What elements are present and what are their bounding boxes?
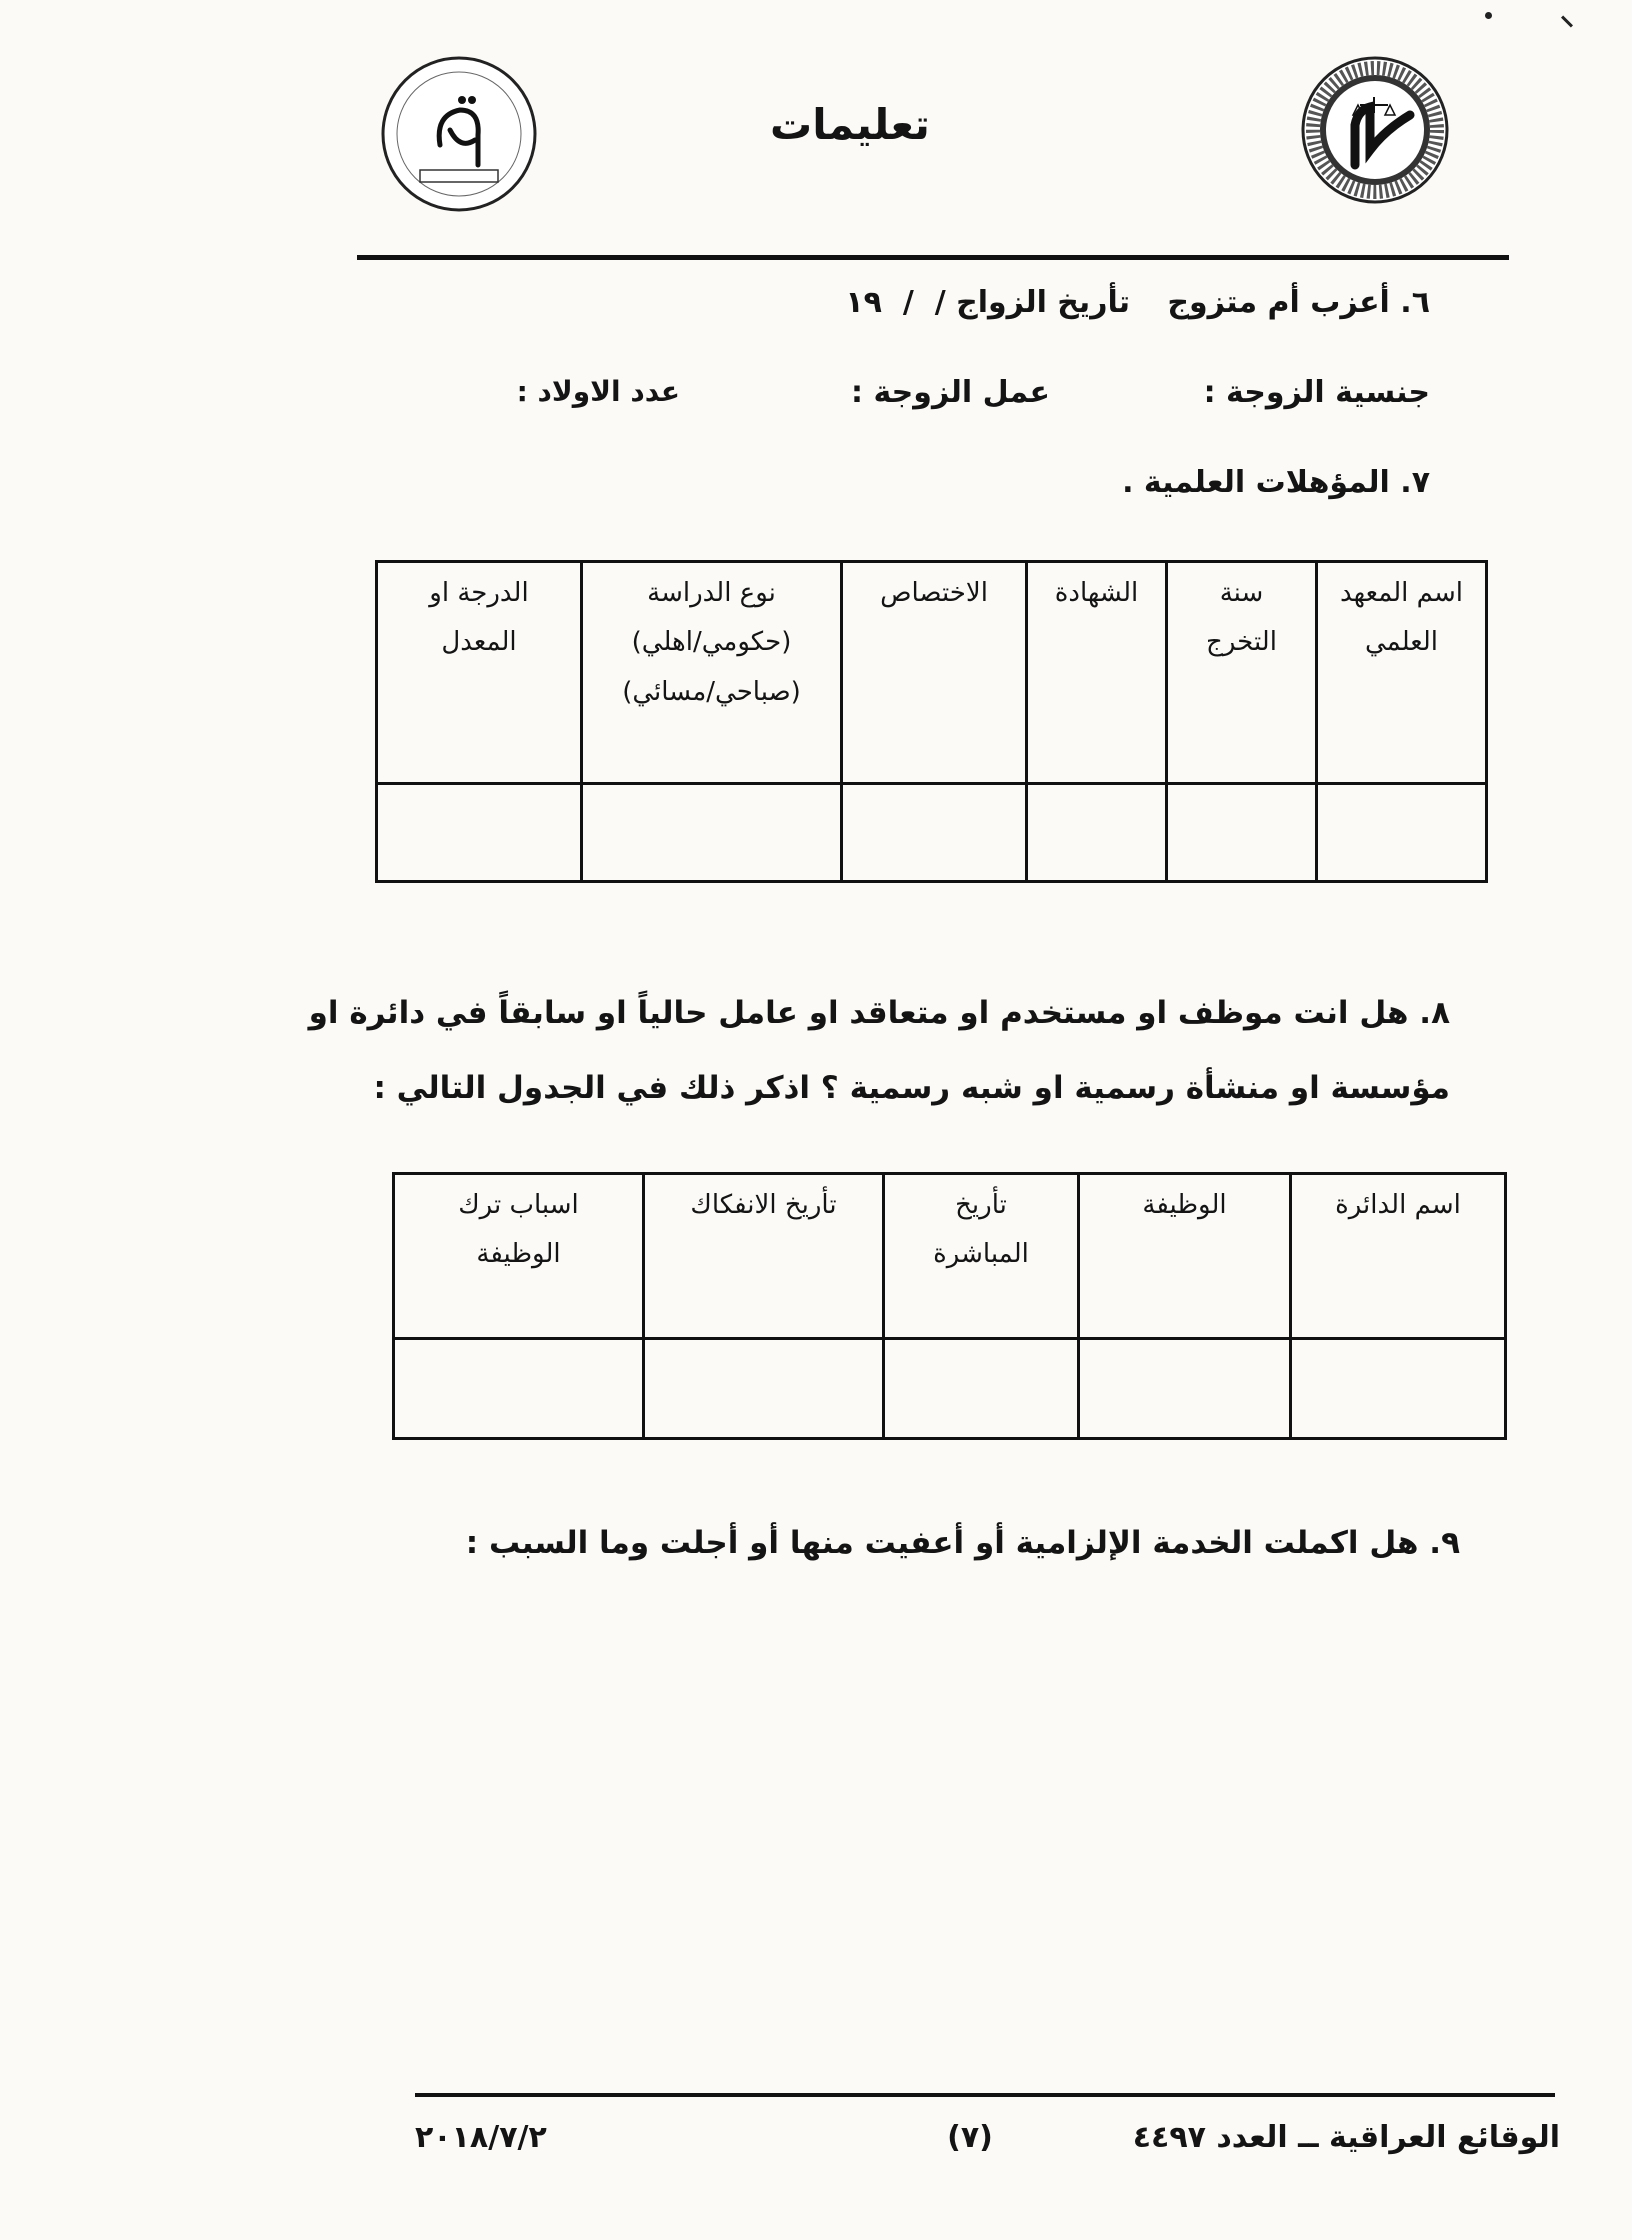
employment-question-line1: ٨. هل انت موظف او مستخدم او متعاقد او عامل حالياً او سابقاً في دائرة او <box>308 995 1450 1031</box>
publication-issue: الوقائع العراقية ــ العدد ٤٤٩٧ <box>1132 2120 1560 2155</box>
employment-question-line2: مؤسسة او منشأة رسمية او شبه رسمية ؟ اذكر ذلك في الجدول التالي : <box>373 1070 1450 1106</box>
header-specialization: الاختصاص <box>842 562 1027 784</box>
header-grade: الدرجة او المعدل <box>377 562 582 784</box>
header-leaving-reasons: اسباب ترك الوظيفة <box>394 1174 644 1339</box>
table-cell[interactable] <box>1027 784 1167 882</box>
iraqi-legislation-logo <box>380 55 538 213</box>
marriage-date-field: تأريخ الزواج / / ١٩ <box>845 285 1130 320</box>
table-cell[interactable] <box>377 784 582 882</box>
publication-date: ٢٠١٨/٧/٢ <box>415 2120 547 2155</box>
table-cell[interactable] <box>1079 1339 1291 1439</box>
wife-nationality-field: جنسية الزوجة : <box>1203 375 1430 410</box>
table-row <box>394 1339 1506 1439</box>
marital-status-question: ٦. أعزب أم متزوج <box>1167 285 1430 320</box>
header-institute: اسم المعهد العلمي <box>1317 562 1487 784</box>
employment-table <box>392 1172 1507 1440</box>
table-cell[interactable] <box>1291 1339 1506 1439</box>
header-study-type: نوع الدراسة (حكومي/اهلي) (صباحي/مسائي) <box>582 562 842 784</box>
footer-divider <box>415 2093 1555 2097</box>
qualifications-table <box>375 560 1488 883</box>
header-degree: الشهادة <box>1027 562 1167 784</box>
scan-speck <box>1485 12 1492 19</box>
header-graduation-year: سنة التخرج <box>1167 562 1317 784</box>
wife-job-field: عمل الزوجة : <box>851 375 1050 410</box>
military-service-question: ٩. هل اكملت الخدمة الإلزامية أو أعفيت منها أو أجلت وما السبب : <box>465 1525 1460 1561</box>
table-row <box>377 784 1487 882</box>
table-cell[interactable] <box>1317 784 1487 882</box>
header-end-date: تأريخ الانفكاك <box>644 1174 884 1339</box>
header-divider <box>357 255 1509 260</box>
table-cell[interactable] <box>842 784 1027 882</box>
table-cell[interactable] <box>582 784 842 882</box>
header-job: الوظيفة <box>1079 1174 1291 1339</box>
header-start-date: تأريخ المباشرة <box>884 1174 1079 1339</box>
ministry-seal <box>1300 55 1450 205</box>
page-number: (٧) <box>947 2120 993 2155</box>
table-cell[interactable] <box>644 1339 884 1439</box>
scan-speck <box>1561 15 1573 27</box>
table-cell[interactable] <box>1167 784 1317 882</box>
page-title: تعليمات <box>770 100 930 149</box>
table-cell[interactable] <box>394 1339 644 1439</box>
header-department: اسم الدائرة <box>1291 1174 1506 1339</box>
table-cell[interactable] <box>884 1339 1079 1439</box>
children-count-field: عدد الاولاد : <box>516 375 680 408</box>
qualifications-heading: ٧. المؤهلات العلمية . <box>1122 465 1430 500</box>
